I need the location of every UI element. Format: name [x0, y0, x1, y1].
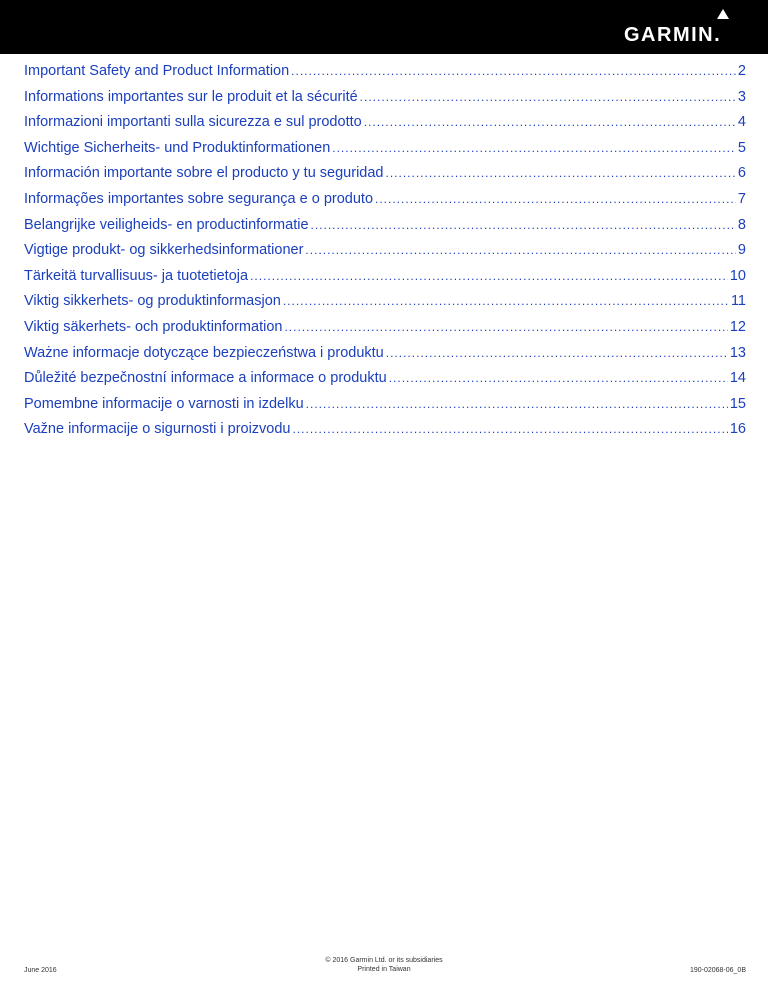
- toc-entry[interactable]: [24, 59, 746, 85]
- toc-entry[interactable]: [24, 187, 746, 213]
- toc-leader-dots: [364, 110, 736, 136]
- toc-entry-page: 13: [729, 344, 746, 361]
- toc-leader-dots: [293, 417, 728, 443]
- toc-entry-title: Important Safety and Product Information: [24, 63, 290, 79]
- toc-entry[interactable]: [24, 85, 746, 111]
- toc-entry-page: 3: [737, 88, 746, 105]
- toc-entry-title: Pomembne informacije o varnosti in izdelku: [24, 395, 304, 412]
- toc-entry-page: 5: [737, 139, 746, 156]
- footer-copyright: © 2016 Garmin Ltd. or its subsidiaries: [325, 957, 443, 964]
- toc-entry[interactable]: [24, 417, 746, 443]
- header-bar: [0, 0, 768, 54]
- toc-leader-dots: [385, 161, 735, 187]
- toc-entry[interactable]: [24, 213, 746, 239]
- toc-entry-page: 8: [737, 216, 746, 233]
- toc-entry-title: Viktig säkerhets- och produktinformation: [24, 318, 283, 335]
- toc-entry-page: 12: [729, 318, 746, 335]
- toc-entry[interactable]: [24, 136, 746, 162]
- triangle-icon: [717, 9, 729, 19]
- toc-entry-title: Wichtige Sicherheits- und Produktinformationen: [24, 139, 331, 156]
- toc-entry[interactable]: [24, 341, 746, 367]
- garmin-logo: [624, 9, 742, 47]
- toc-leader-dots: [386, 341, 728, 367]
- toc-entry[interactable]: [24, 289, 746, 315]
- toc-leader-dots: [375, 187, 736, 213]
- toc-entry[interactable]: [24, 392, 746, 418]
- footer-date: June 2016: [24, 967, 57, 974]
- toc-entry-page: 10: [729, 267, 746, 284]
- table-of-contents: [24, 59, 746, 443]
- toc-leader-dots: [306, 392, 728, 418]
- toc-entry-title: Tärkeitä turvallisuus- ja tuotetietoja: [24, 267, 249, 284]
- toc-entry-title: Informações importantes sobre segurança e o produto: [24, 190, 374, 207]
- toc-entry[interactable]: [24, 110, 746, 136]
- toc-entry[interactable]: [24, 238, 746, 264]
- toc-entry[interactable]: [24, 315, 746, 341]
- toc-entry-page: 6: [737, 165, 746, 182]
- toc-entry-page: 2: [737, 63, 746, 79]
- toc-entry-title: Ważne informacje dotyczące bezpieczeństwa i produktu: [24, 344, 384, 361]
- toc-entry-page: 11: [730, 293, 746, 310]
- brand-name: GARMIN.: [624, 24, 722, 46]
- toc-leader-dots: [332, 136, 736, 162]
- toc-entry-title: Važne informacije o sigurnosti i proizvodu: [24, 421, 291, 438]
- toc-entry-page: 14: [729, 370, 746, 387]
- toc-leader-dots: [305, 238, 736, 264]
- toc-leader-dots: [284, 315, 727, 341]
- toc-entry[interactable]: [24, 161, 746, 187]
- toc-entry-title: Información importante sobre el producto y tu seguridad: [24, 165, 384, 182]
- toc-leader-dots: [250, 264, 728, 290]
- toc-entry-title: Viktig sikkerhets- og produktinformasjon: [24, 293, 281, 310]
- toc-entry[interactable]: [24, 264, 746, 290]
- toc-leader-dots: [389, 366, 728, 392]
- toc-entry-page: 4: [737, 114, 746, 131]
- footer-printed: Printed in Taiwan: [357, 966, 411, 973]
- footer-copyright-block: [284, 956, 484, 974]
- toc-entry-page: 7: [737, 190, 746, 207]
- toc-leader-dots: [311, 213, 736, 239]
- toc-entry[interactable]: [24, 366, 746, 392]
- toc-leader-dots: [283, 289, 729, 315]
- toc-entry-page: 9: [737, 242, 746, 259]
- toc-leader-dots: [360, 85, 736, 111]
- toc-entry-title: Důležité bezpečnostní informace a informace o produktu: [24, 370, 387, 387]
- toc-entry-title: Vigtige produkt- og sikkerhedsinformationer: [24, 242, 304, 259]
- toc-entry-page: 15: [729, 395, 746, 412]
- toc-entry-page: 16: [729, 421, 746, 438]
- toc-leader-dots: [291, 59, 736, 85]
- footer-part-number: 190-02068-06_0B: [689, 967, 746, 974]
- toc-entry-title: Informations importantes sur le produit et la sécurité: [24, 88, 358, 105]
- toc-entry-title: Informazioni importanti sulla sicurezza e sul prodotto: [24, 114, 362, 131]
- toc-entry-title: Belangrijke veiligheids- en productinformatie: [24, 216, 309, 233]
